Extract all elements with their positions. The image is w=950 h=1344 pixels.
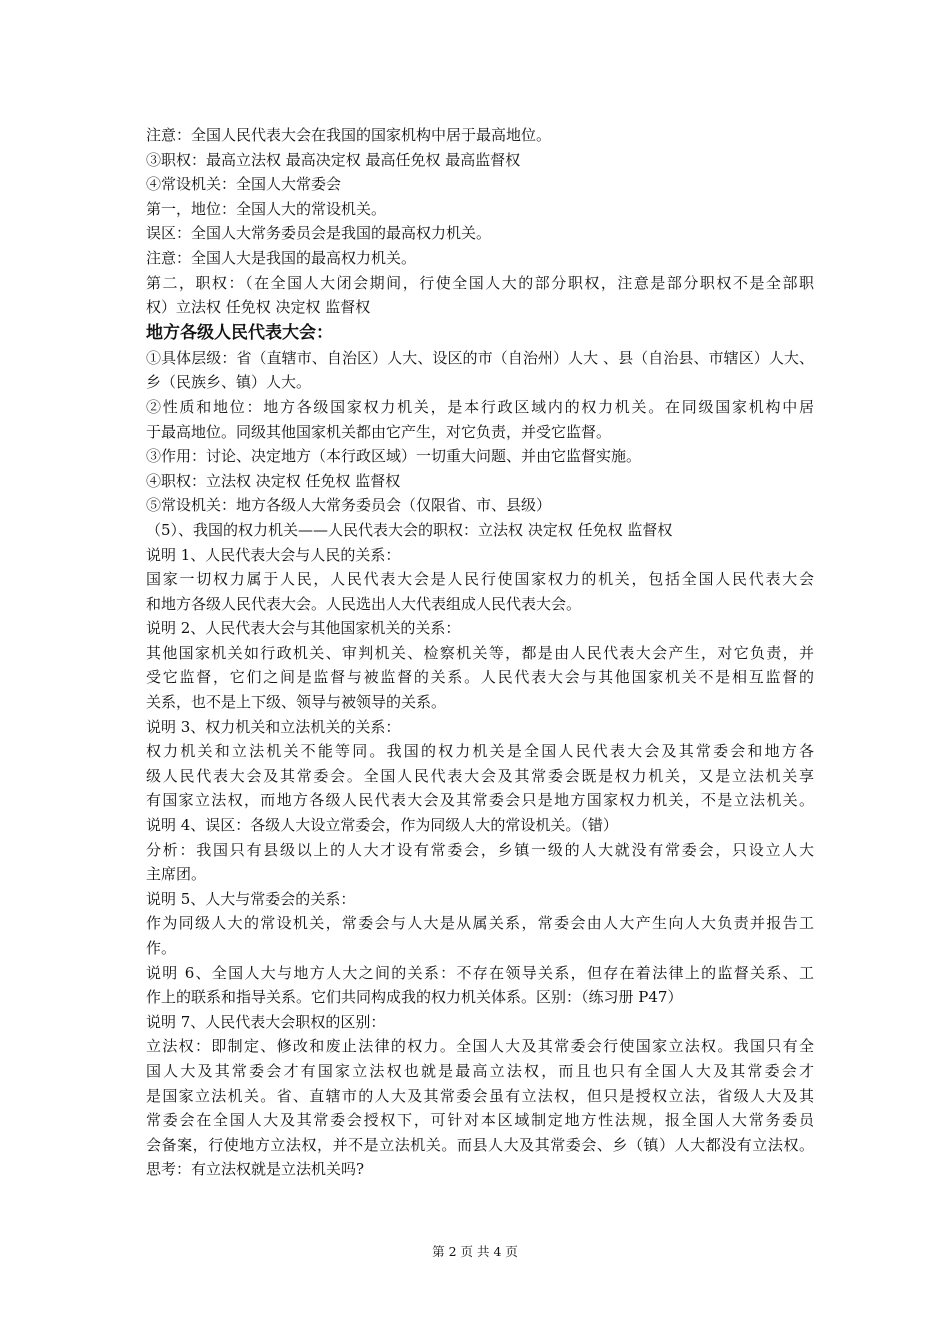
text-line: 权）立法权 任免权 决定权 监督权 <box>146 298 371 317</box>
text-line: 注意：全国人大是我国的最高权力机关。 <box>146 248 417 267</box>
text-line: 作上的联系和指导关系。它们共同构成我的权力机关体系。区别：（练习册 P47） <box>146 988 683 1007</box>
text-line: 说明 5、人大与常委会的关系： <box>146 889 356 908</box>
text-line: 说明 6、全国人大与地方人大之间的关系：不存在领导关系，但存在着法律上的监督关系、工 <box>146 963 814 982</box>
text-line: 级人民代表大会及其常委会。全国人民代表大会及其常委会既是权力机关，又是立法机关享 <box>146 766 814 785</box>
text-line: 是国家立法机关。省、直辖市的人大及其常委会虽有立法权，但只是授权立法，省级人大及其 <box>146 1086 814 1105</box>
text-line: 国人大及其常委会才有国家立法权也就是最高立法权，而且也只有全国人大及其常委会才 <box>146 1061 814 1080</box>
text-line: 乡（民族乡、镇）人大。 <box>146 373 312 392</box>
text-line: 关系，也不是上下级、领导与被领导的关系。 <box>146 693 447 712</box>
section-heading: 地方各级人民代表大会： <box>146 322 333 343</box>
text-line: 主席团。 <box>146 865 207 884</box>
text-line: 会备案，行使地方立法权，并不是立法机关。而县人大及其常委会、乡（镇）人大都没有立法权。 <box>146 1135 814 1154</box>
text-line: 有国家立法权，而地方各级人民代表大会及其常委会只是地方国家权力机关，不是立法机关。 <box>146 791 814 810</box>
section-local-congress <box>146 346 814 1182</box>
text-line: 注意：全国人民代表大会在我国的国家机构中居于最高地位。 <box>146 126 552 144</box>
text-line: ①具体层级：省（直辖市、自治区）人大、设区的市（自治州）人大 、县（自治县、市辖区）人大、 <box>146 348 814 367</box>
text-line: 说明 1、人民代表大会与人民的关系： <box>146 545 401 564</box>
text-line: 国家一切权力属于人民，人民代表大会是人民行使国家权力的机关，包括全国人民代表大会 <box>146 570 814 589</box>
document-body <box>146 123 814 1182</box>
text-line: （5）、我国的权力机关——人民代表大会的职权：立法权 决定权 任免权 监督权 <box>146 520 673 539</box>
text-line: 分析：我国只有县级以上的人大才设有常委会，乡镇一级的人大就没有常委会，只设立人大 <box>146 840 814 859</box>
text-line: 说明 2、人民代表大会与其他国家机关的关系： <box>146 619 461 638</box>
text-line: ④常设机关：全国人大常委会 <box>146 175 342 194</box>
text-line: 立法权：即制定、修改和废止法律的权力。全国人大及其常委会行使国家立法权。我国只有全 <box>146 1037 814 1056</box>
section-national-npc <box>146 123 814 320</box>
text-line: ④职权：立法权 决定权 任免权 监督权 <box>146 471 401 490</box>
text-line: 和地方各级人民代表大会。人民选出人大代表组成人民代表大会。 <box>146 594 582 613</box>
text-line: 第二，职权：（在全国人大闭会期间，行使全国人大的部分职权，注意是部分职权不是全部职 <box>146 273 814 292</box>
text-line: 受它监督，它们之间是监督与被监督的关系。人民代表大会与其他国家机关不是相互监督的 <box>146 668 814 687</box>
text-line: 作为同级人大的常设机关，常委会与人大是从属关系，常委会由人大产生向人大负责并报告工 <box>146 914 814 933</box>
text-line: 作。 <box>146 939 177 957</box>
text-line: ②性质和地位：地方各级国家权力机关，是本行政区域内的权力机关。在同级国家机构中居 <box>146 397 814 416</box>
text-line: 第一，地位：全国人大的常设机关。 <box>146 199 387 218</box>
text-line: 误区：全国人大常务委员会是我国的最高权力机关。 <box>146 224 492 243</box>
text-line: 说明 3、权力机关和立法机关的关系： <box>146 717 401 736</box>
text-line: 思考：有立法权就是立法机关吗? <box>146 1160 365 1179</box>
text-line: 其他国家机关如行政机关、审判机关、检察机关等，都是由人民代表大会产生，对它负责，并 <box>146 643 814 662</box>
text-line: 说明 4、误区：各级人大设立常委会，作为同级人大的常设机关。（错） <box>146 816 618 835</box>
text-line: 权力机关和立法机关不能等同。我国的权力机关是全国人民代表大会及其常委会和地方各 <box>146 742 814 761</box>
text-line: 常委会在全国人大及其常委会授权下，可针对本区域制定地方性法规，报全国人大常务委员 <box>146 1111 814 1130</box>
text-line: ③作用：讨论、决定地方（本行政区域）一切重大问题、并由它监督实施。 <box>146 447 642 466</box>
text-line: ③职权：最高立法权 最高决定权 最高任免权 最高监督权 <box>146 150 521 169</box>
text-line: ⑤常设机关：地方各级人大常务委员会（仅限省、市、县级） <box>146 496 552 515</box>
page-footer: 第 2 页 共 4 页 <box>432 1244 518 1259</box>
text-line: 说明 7、人民代表大会职权的区别： <box>146 1012 386 1031</box>
text-line: 于最高地位。同级其他国家机关都由它产生，对它负责，并受它监督。 <box>146 422 612 441</box>
